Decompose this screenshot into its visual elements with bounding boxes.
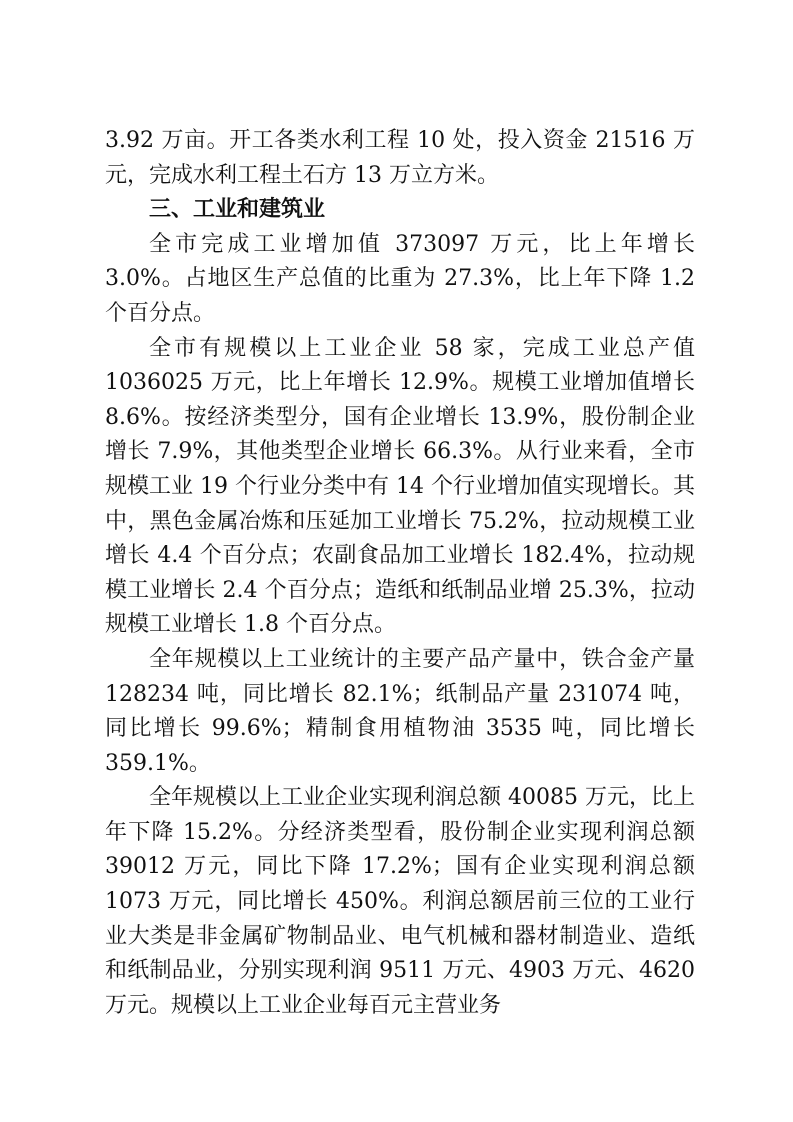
paragraph-scale-industry: 全市有规模以上工业企业 58 家，完成工业总产值 1036025 万元，比上年增长 12.9%。规模工业增加值增长 8.6%。按经济类型分，国有企业增长 13.9%，股份制企业增长 7.9%，其他类型企业增长 66.3%。从行业来看，全市规模工业 19 个行业分类中有 14 个行业增加值实现增长。其中，黑色金属冶炼和压延加工业增长 75.2%，拉动规模工业增长 4.4 个百分点；农副食品加工业增长 182.4%，拉动规模工业增长 2.4 个百分点；造纸和纸制品业增 25.3%，拉动规模工业增长 1.8 个百分点。 [105,335,695,638]
paragraph-industrial-added-value: 全市完成工业增加值 373097 万元，比上年增长 3.0%。占地区生产总值的比重为 27.3%，比上年下降 1.2 个百分点。 [105,231,695,326]
paragraph-continuation: 3.92 万亩。开工各类水利工程 10 处，投入资金 21516 万元，完成水利工程土石方 13 万立方米。 [105,128,695,188]
section-heading: 三、工业和建筑业 [149,197,326,223]
document-page [105,124,695,1023]
paragraph-profits: 全年规模以上工业企业实现利润总额 40085 万元，比上年下降 15.2%。分经济类型看，股份制企业实现利润总额 39012 万元，同比下降 17.2%；国有企业实现利润总额 1073 万元，同比增长 450%。利润总额居前三位的工业行业大类是非金属矿物制品业、电气机械和器材制造业、造纸和纸制品业，分别实现利润 9511 万元、4903 万元、4620 万元。规模以上工业企业每百元主营业务 [105,785,695,1018]
paragraph-product-output: 全年规模以上工业统计的主要产品产量中，铁合金产量 128234 吨，同比增长 82.1%；纸制品产量 231074 吨，同比增长 99.6%；精制食用植物油 3535 吨，同比增长 359.1%。 [105,646,695,776]
